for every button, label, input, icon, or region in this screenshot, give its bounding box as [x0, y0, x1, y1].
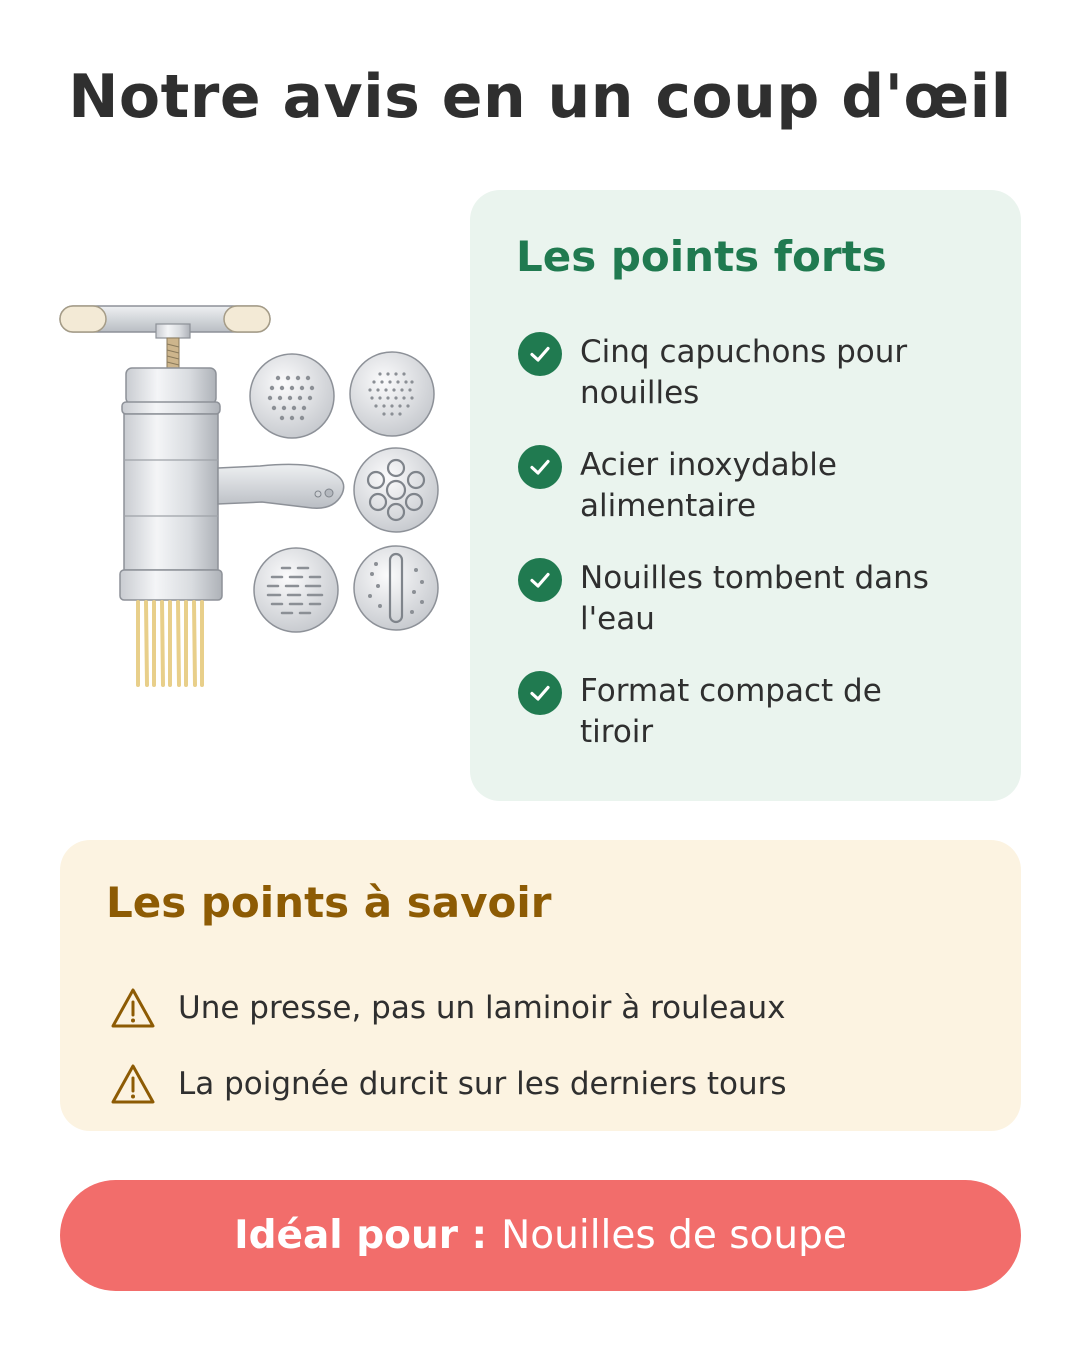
pros-title: Les points forts — [516, 232, 887, 281]
cons-title: Les points à savoir — [106, 878, 552, 927]
check-circle-icon — [518, 671, 562, 715]
ideal-for-label: Idéal pour : — [234, 1213, 488, 1258]
pros-item — [518, 332, 988, 445]
cons-card — [60, 840, 1021, 1131]
cons-item — [110, 970, 990, 1046]
pros-item — [518, 671, 988, 784]
pros-item-line: alimentaire — [580, 488, 757, 524]
pros-item-line: Nouilles tombent dans — [580, 560, 929, 596]
ideal-for-value: Nouilles de soupe — [501, 1213, 847, 1258]
pros-item — [518, 445, 988, 558]
pros-item — [518, 558, 988, 671]
pros-item-line: l'eau — [580, 601, 655, 637]
pros-item-text — [580, 671, 980, 753]
check-circle-icon — [518, 558, 562, 602]
check-circle-icon — [518, 445, 562, 489]
warning-icon — [110, 1063, 156, 1105]
pros-card — [470, 190, 1021, 801]
cons-item-text: La poignée durcit sur les derniers tours — [178, 1066, 787, 1102]
pros-item-line: Cinq capuchons pour — [580, 334, 908, 370]
pros-list — [518, 332, 988, 784]
pros-item-line: Acier inoxydable — [580, 447, 837, 483]
page-title: Notre avis en un coup d'œil — [68, 62, 1012, 132]
pros-item-text — [580, 558, 980, 640]
check-circle-icon — [518, 332, 562, 376]
ideal-for-banner — [60, 1180, 1021, 1291]
cons-list — [110, 970, 990, 1122]
warning-icon — [110, 987, 156, 1029]
cons-item — [110, 1046, 990, 1122]
pros-item-line: tiroir — [580, 714, 654, 750]
pros-item-line: Format compact de — [580, 673, 882, 709]
pros-item-text — [580, 332, 980, 414]
cons-item-text: Une presse, pas un laminoir à rouleaux — [178, 990, 786, 1026]
pros-item-line: nouilles — [580, 375, 700, 411]
pros-item-text — [580, 445, 980, 527]
pasta-press-illustration — [50, 290, 450, 700]
